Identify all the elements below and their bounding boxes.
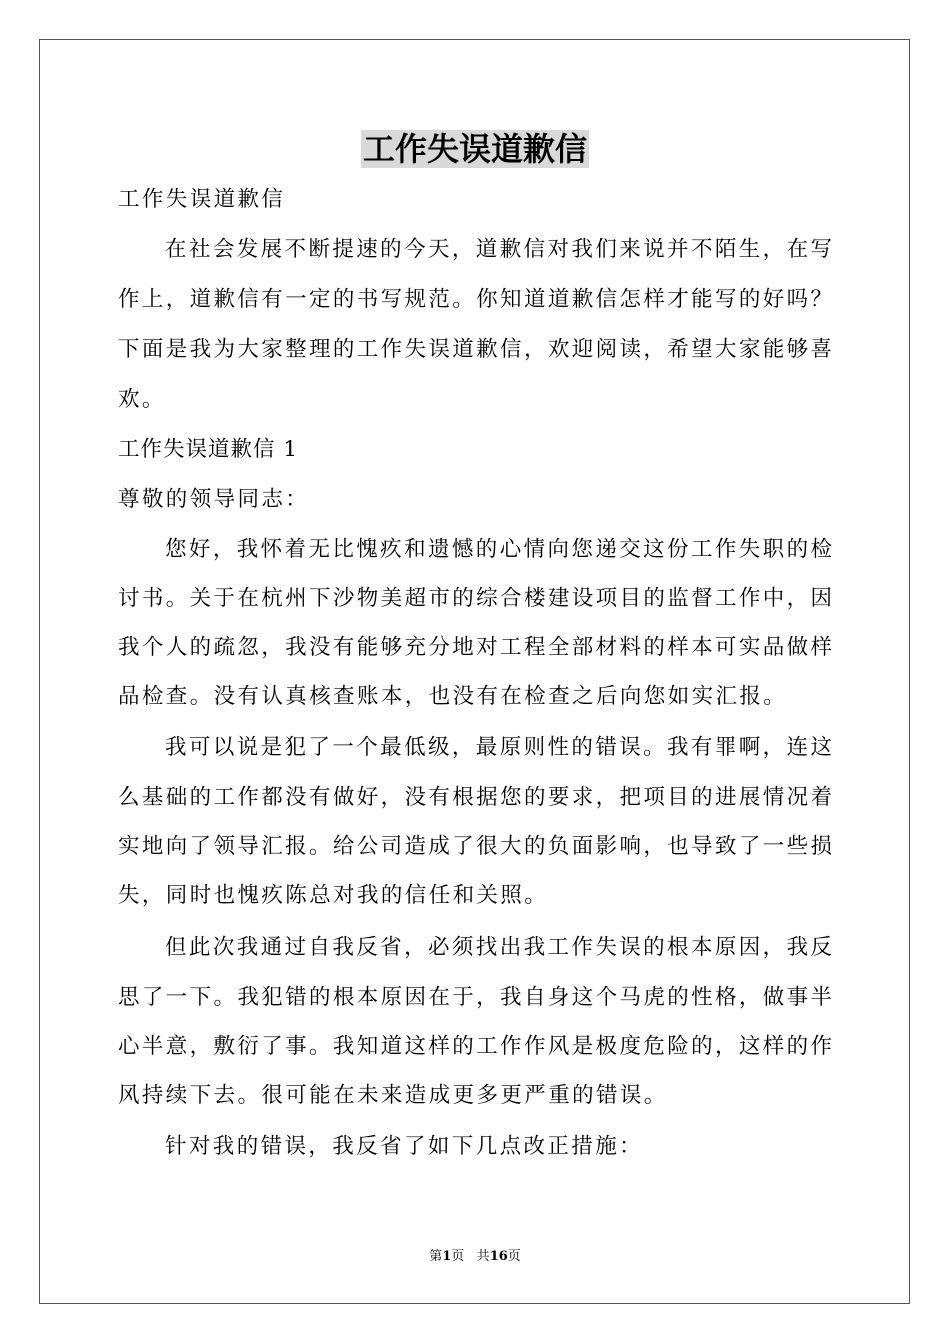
body-line: 您好，我怀着无比愧疚和遗憾的心情向您递交这份工作失职的检 [165,537,832,562]
body-line: 心半意，敷衍了事。我知道这样的工作作风是极度危险的，这样的作 [118,1034,832,1059]
subtitle-line: 工作失误道歉信 [118,187,286,212]
body-line: 实地向了领导汇报。给公司造成了很大的负面影响，也导致了一些损 [118,834,832,859]
body-line: 针对我的错误，我反省了如下几点改正措施： [165,1134,644,1159]
body-line: 下面是我为大家整理的工作失误道歉信，欢迎阅读，希望大家能够喜 [118,337,832,362]
body-line: 思了一下。我犯错的根本原因在于，我自身这个马虎的性格，做事半 [118,985,832,1010]
total-pages: 16 [489,1249,508,1264]
page-prefix: 第 [429,1249,443,1264]
body-line: 风持续下去。很可能在未来造成更多更严重的错误。 [118,1083,668,1108]
body-line: 我可以说是犯了一个最低级，最原则性的错误。我有罪啊，连这 [165,735,832,760]
page-footer [0,1248,950,1266]
body-line: 失，同时也愧疚陈总对我的信任和关照。 [118,883,549,908]
total-suffix: 页 [507,1249,521,1264]
body-line: 我个人的疏忽，我没有能够充分地对工程全部材料的样本可实品做样 [118,635,832,660]
total-prefix: 共 [476,1249,490,1264]
salutation-line: 尊敬的领导同志： [118,487,310,512]
body-line: 欢。 [118,387,166,412]
document-title [0,125,950,173]
body-line: 讨书。关于在杭州下沙物美超市的综合楼建设项目的监督工作中，因 [118,586,832,611]
body-line: 么基础的工作都没有做好，没有根据您的要求，把项目的进展情况着 [118,785,832,810]
page-border [39,39,910,1304]
body-line: 在社会发展不断提速的今天，道歉信对我们来说并不陌生，在写 [165,237,832,262]
body-line: 作上，道歉信有一定的书写规范。你知道道歉信怎样才能写的好吗？ [118,287,832,312]
body-line: 品检查。没有认真核查账本，也没有在检查之后向您如实汇报。 [118,684,788,709]
body-line: 但此次我通过自我反省，必须找出我工作失误的根本原因，我反 [165,935,832,960]
page-suffix: 页 [451,1249,465,1264]
section-heading: 工作失误道歉信 1 [118,437,299,462]
document-title-text: 工作失误道歉信 [362,130,587,168]
page-number: 1 [442,1249,452,1264]
